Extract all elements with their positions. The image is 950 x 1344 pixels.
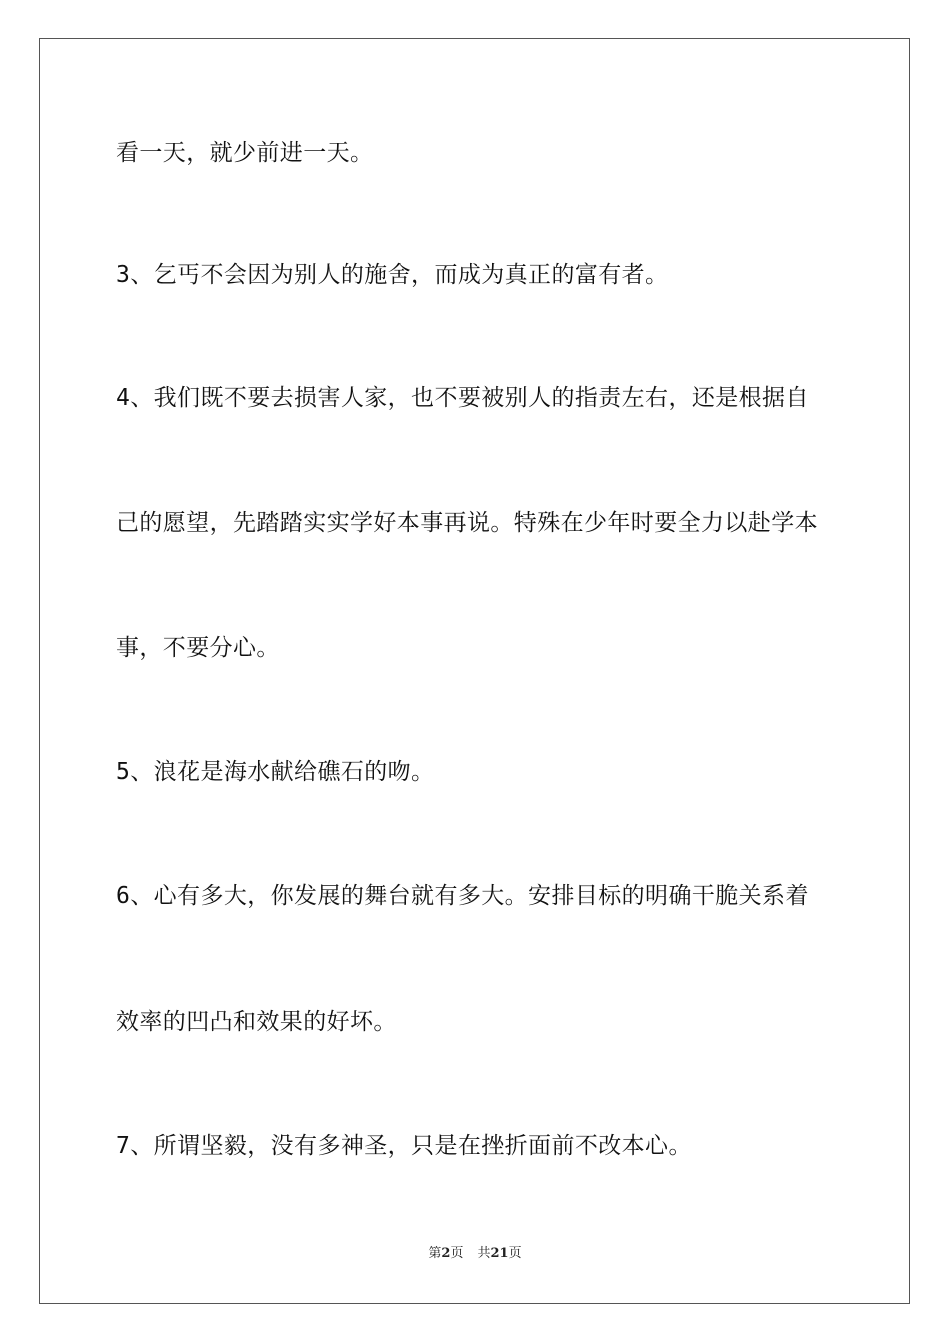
text-line-4: 己的愿望，先踏踏实实学好本事再说。特殊在少年时要全力以赴学本 xyxy=(116,510,818,536)
page-prefix: 第 xyxy=(428,1246,442,1261)
text-line-5: 事，不要分心。 xyxy=(116,635,280,661)
text-line-8: 效率的凹凸和效果的好坏。 xyxy=(116,1009,397,1035)
text-line-3: 4、我们既不要去损害人家，也不要被别人的指责左右，还是根据自 xyxy=(116,385,809,411)
total-pages: 21 xyxy=(490,1246,509,1261)
text-line-7: 6、心有多大，你发展的舞台就有多大。安排目标的明确干脆关系着 xyxy=(116,883,809,909)
text-line-1: 看一天，就少前进一天。 xyxy=(116,140,374,166)
page-number: 2 xyxy=(441,1246,451,1261)
total-suffix: 页 xyxy=(508,1246,522,1261)
total-prefix: 共 xyxy=(477,1246,491,1261)
text-line-6: 5、浪花是海水献给礁石的吻。 xyxy=(116,759,435,785)
text-line-2: 3、乞丐不会因为别人的施舍，而成为真正的富有者。 xyxy=(116,262,669,288)
text-line-9: 7、所谓坚毅，没有多神圣，只是在挫折面前不改本心。 xyxy=(116,1133,692,1159)
page-border xyxy=(39,38,910,1304)
page-suffix: 页 xyxy=(450,1246,464,1261)
page-footer xyxy=(0,1244,950,1264)
